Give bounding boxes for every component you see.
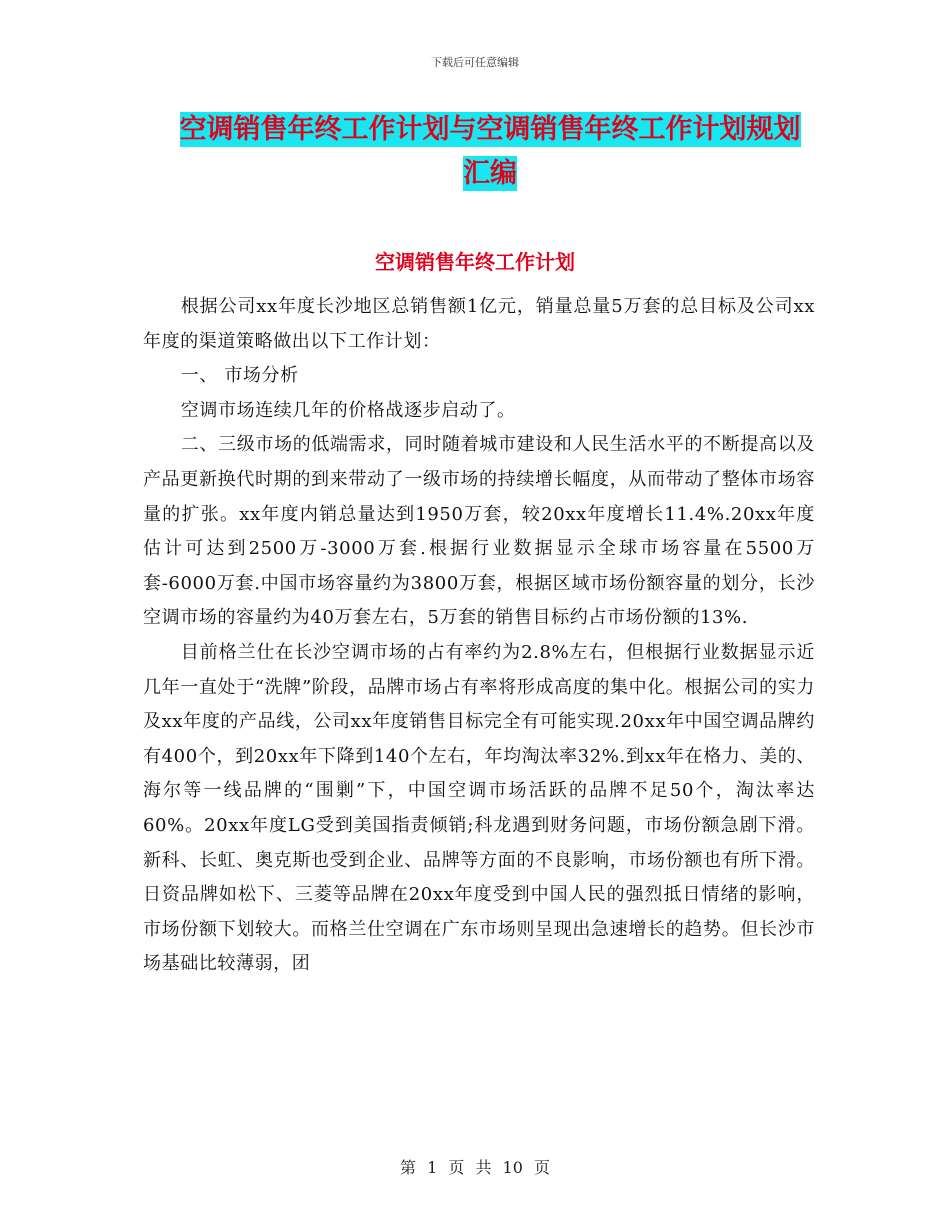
paragraph: 二、三级市场的低端需求，同时随着城市建设和人民生活水平的不断提高以及产品更新换代时期的到来带动了一级市场的持续增长幅度，从而带动了整体市场容量的扩张。xx年度内销总量达到1950万套，较20xx年度增长11.4%.20xx年度估计可达到2500万-3000万套.根据行业数据显示全球市场容量在5500万套-6000万套.中国市场容量约为3800万套，根据区域市场份额容量的划分，长沙空调市场的容量约为40万套左右，5万套的销售目标约占市场份额的13%.: [143, 434, 815, 629]
title-line-1: 空调销售年终工作计划与空调销售年终工作计划规划: [179, 114, 801, 145]
paragraph: 空调市场连续几年的价格战逐步启动了。: [180, 399, 516, 421]
paragraph: 一、 市场分析: [180, 365, 299, 387]
header-note: 下载后可任意编辑: [431, 56, 519, 69]
paragraph: 目前格兰仕在长沙空调市场的占有率约为2.8%左右，但根据行业数据显示近几年一直处于“洗牌”阶段，品牌市场占有率将形成高度的集中化。根据公司的实力及xx年度的产品线，公司xx年度销售目标完全有可能实现.20xx年中国空调品牌约有400个，到20xx年下降到140个左右，年均淘汰率32%.到xx年在格力、美的、海尔等一线品牌的“围剿”下，中国空调市场活跃的品牌不足50个，淘汰率达60%。20xx年度LG受到美国指责倾销;科龙遇到财务问题，市场份额急剧下滑。新科、长虹、奥克斯也受到企业、品牌等方面的不良影响，市场份额也有所下滑。日资品牌如松下、三菱等品牌在20xx年度受到中国人民的强烈抵日情绪的影响，市场份额下划较大。而格兰仕空调在广东市场则呈现出急速增长的趋势。但长沙市场基础比较薄弱，团: [143, 641, 815, 975]
paragraph: 根据公司xx年度长沙地区总销售额1亿元，销量总量5万套的总目标及公司xx年度的渠道策略做出以下工作计划：: [143, 296, 815, 352]
document-body: [143, 290, 815, 982]
title-line-2: 汇编: [463, 158, 517, 189]
document-title: [140, 108, 840, 196]
section-title: 空调销售年终工作计划: [375, 250, 575, 274]
page-footer: 第 1 页 共 10 页: [400, 1158, 550, 1177]
